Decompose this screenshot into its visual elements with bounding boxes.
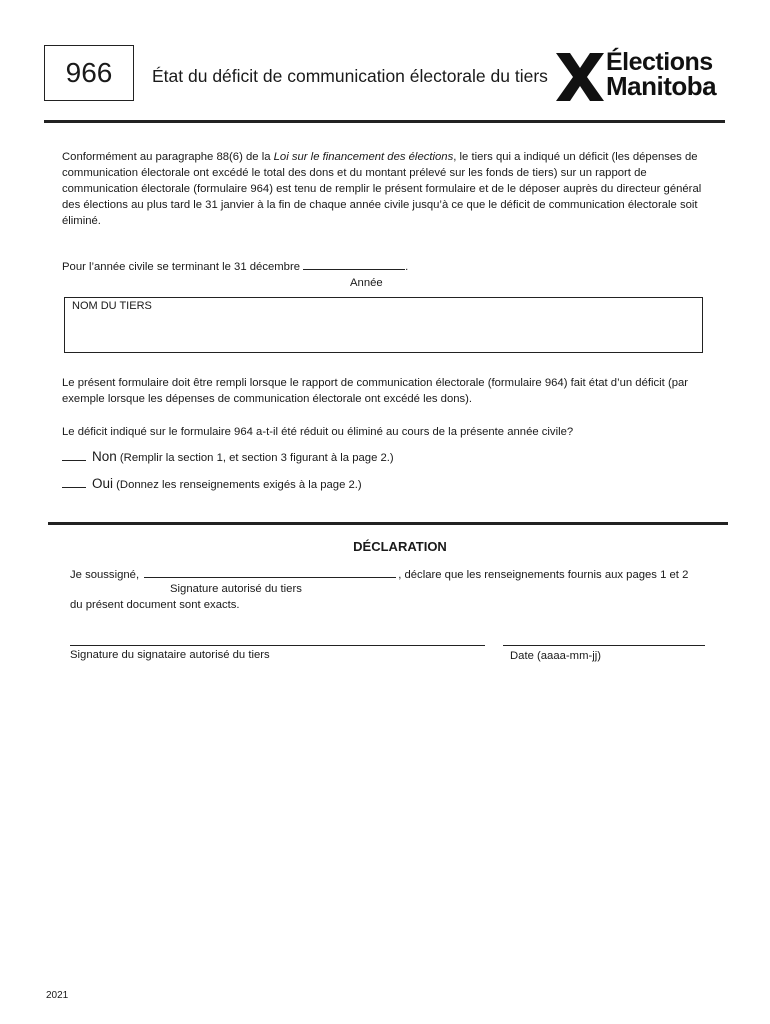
authorized-signature-caption: Signature autorisé du tiers	[170, 583, 302, 595]
form-number-box	[44, 45, 134, 101]
non-checkbox-blank[interactable]	[62, 450, 86, 461]
form-title: État du déficit de communication électorale du tiers	[152, 66, 548, 86]
authorized-signature-field[interactable]	[144, 566, 396, 578]
signatory-caption: Signature du signataire autorisé du tiers	[70, 649, 270, 661]
declaration-title: DÉCLARATION	[353, 539, 447, 554]
oui-checkbox-blank[interactable]	[62, 477, 86, 488]
declaration-sentence	[70, 566, 688, 583]
declaration-prefix: Je soussigné,	[70, 569, 140, 581]
year-label: Pour l’année civile se terminant le 31 décembre	[62, 261, 300, 273]
completion-note: Le présent formulaire doit être rempli lorsque le rapport de communication électorale (formulaire 964) fait état d’un déficit (par exemple lorsque les dépenses de communication électorale ont excédé les dons).	[62, 377, 689, 405]
law-title: Loi sur le financement des élections	[273, 151, 454, 163]
third-party-name-field[interactable]	[64, 297, 703, 353]
third-party-name-label: NOM DU TIERS	[72, 300, 152, 312]
option-non	[62, 449, 394, 464]
signatory-signature-field[interactable]	[70, 645, 485, 646]
deficit-question: Le déficit indiqué sur le formulaire 964 a-t-il été réduit ou éliminé au cours de la présente année civile?	[62, 426, 574, 438]
logo-wordmark	[606, 48, 717, 101]
intro-text-1: Conformément au paragraphe 88(6) de la	[62, 151, 274, 163]
non-label: Non	[92, 449, 117, 464]
header-divider	[44, 120, 725, 123]
oui-label: Oui	[92, 476, 114, 491]
elections-manitoba-logo-icon	[556, 53, 604, 106]
non-note: (Remplir la section 1, et section 3 figurant à la page 2.)	[119, 452, 394, 464]
footer-year: 2021	[46, 990, 69, 1001]
declaration-suffix: , déclare que les renseignements fournis aux pages 1 et 2	[398, 569, 689, 581]
logo-line-1: Élections	[606, 48, 713, 76]
intro-paragraph	[62, 149, 712, 229]
intro-text-2: , le tiers qui a indiqué un déficit (les dépenses de communication électorale ont excédé le total des dons et du montant prélevé sur les fonds de tiers) sur un rapport de communication électorale (formulaire 964) est tenu de remplir le présent formulaire et de le déposer auprès du directeur général des élections au plus tard le 31 janvier à la fin de chaque année civile jusqu’à ce que le déficit de communication électorale soit éliminé.	[62, 151, 702, 227]
year-field[interactable]	[303, 258, 405, 270]
option-oui	[62, 476, 362, 491]
year-line	[62, 258, 408, 275]
declaration-continuation: du présent document sont exacts.	[70, 599, 240, 611]
logo-line-2: Manitoba	[606, 71, 717, 101]
form-number: 966	[65, 57, 113, 88]
oui-note: (Donnez les renseignements exigés à la page 2.)	[116, 479, 362, 491]
declaration-divider	[48, 522, 728, 525]
date-field[interactable]	[503, 645, 705, 646]
year-caption: Année	[350, 277, 383, 289]
date-caption: Date (aaaa-mm-jj)	[510, 650, 602, 662]
year-punct: .	[405, 261, 409, 273]
